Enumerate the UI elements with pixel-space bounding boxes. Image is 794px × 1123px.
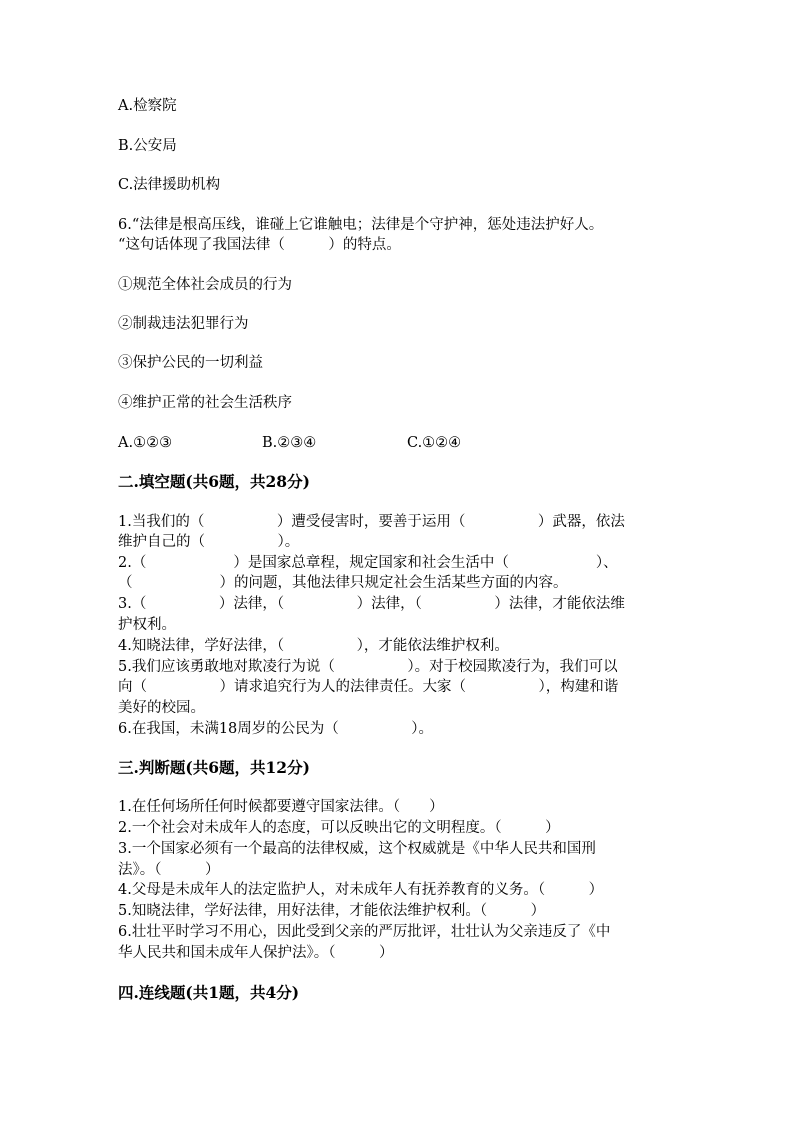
section3-line: 2.一个社会对未成年人的态度，可以反映出它的文明程度。（ ）: [118, 820, 560, 836]
section2-line: 1.当我们的（ ）遭受侵害时，要善于运用（ ）武器，依法: [118, 514, 625, 530]
section2-line: 5.我们应该勇敢地对欺凌行为说（ ）。对于校园欺凌行为，我们可以: [118, 659, 618, 675]
q6-item-4: ④维护正常的社会生活秩序: [118, 395, 292, 411]
section3-line: 法》。（ ）: [118, 862, 220, 878]
section4-title: 四.连线题(共1题，共4分): [118, 983, 300, 1002]
section2-title: 二.填空题(共6题，共28分): [118, 472, 310, 491]
section3-line: 华人民共和国未成年人保护法》。（ ）: [118, 945, 394, 961]
q6-choice-b: B.②③④: [262, 435, 317, 451]
q6-stem-line1: 6.“法律是根高压线，谁碰上它谁触电；法律是个守护神，惩处违法护好人。: [118, 217, 604, 233]
section2-line: 6.在我国，未满18周岁的公民为（ ）。: [118, 721, 434, 737]
section3-line: 1.在任何场所任何时候都要遵守国家法律。（ ）: [118, 799, 444, 815]
section2-line: 护权利。: [118, 617, 176, 633]
section3-line: 3.一个国家必须有一个最高的法律权威，这个权威就是《中华人民共和国刑: [118, 841, 596, 857]
q6-item-3: ③保护公民的一切利益: [118, 355, 263, 371]
section2-line: 向（ ）请求追究行为人的法律责任。大家（ ），构建和谐: [118, 679, 619, 695]
section2-line: 2.（ ）是国家总章程，规定国家和社会生活中（ ）、: [118, 555, 618, 571]
section3-line: 5.知晓法律，学好法律，用好法律，才能依法维护权利。（ ）: [118, 903, 546, 919]
section2-line: （ ）的问题，其他法律只规定社会生活某些方面的内容。: [118, 575, 568, 591]
q6-item-1: ①规范全体社会成员的行为: [118, 277, 292, 293]
section3-line: 6.壮壮平时学习不用心，因此受到父亲的严厉批评，壮壮认为父亲违反了《中: [118, 924, 611, 940]
option-b: B.公安局: [118, 138, 177, 154]
q6-choice-c: C.①②④: [407, 435, 462, 451]
q6-stem-line2: “这句话体现了我国法律（ ）的特点。: [118, 237, 401, 253]
section3-line: 4.父母是未成年人的法定监护人，对未成年人有抚养教育的义务。（ ）: [118, 882, 604, 898]
option-c: C.法律援助机构: [118, 177, 221, 193]
option-a: A.检察院: [118, 98, 177, 114]
q6-item-2: ②制裁违法犯罪行为: [118, 316, 249, 332]
section3-title: 三.判断题(共6题，共12分): [118, 758, 310, 777]
section2-line: 维护自己的（ ）。: [118, 534, 300, 550]
section2-line: 美好的校园。: [118, 700, 205, 716]
section2-line: 4.知晓法律，学好法律，（ ），才能依法维护权利。: [118, 638, 509, 654]
section2-line: 3.（ ）法律，（ ）法律，（ ）法律，才能依法维: [118, 596, 625, 612]
q6-choice-a: A.①②③: [118, 435, 173, 451]
